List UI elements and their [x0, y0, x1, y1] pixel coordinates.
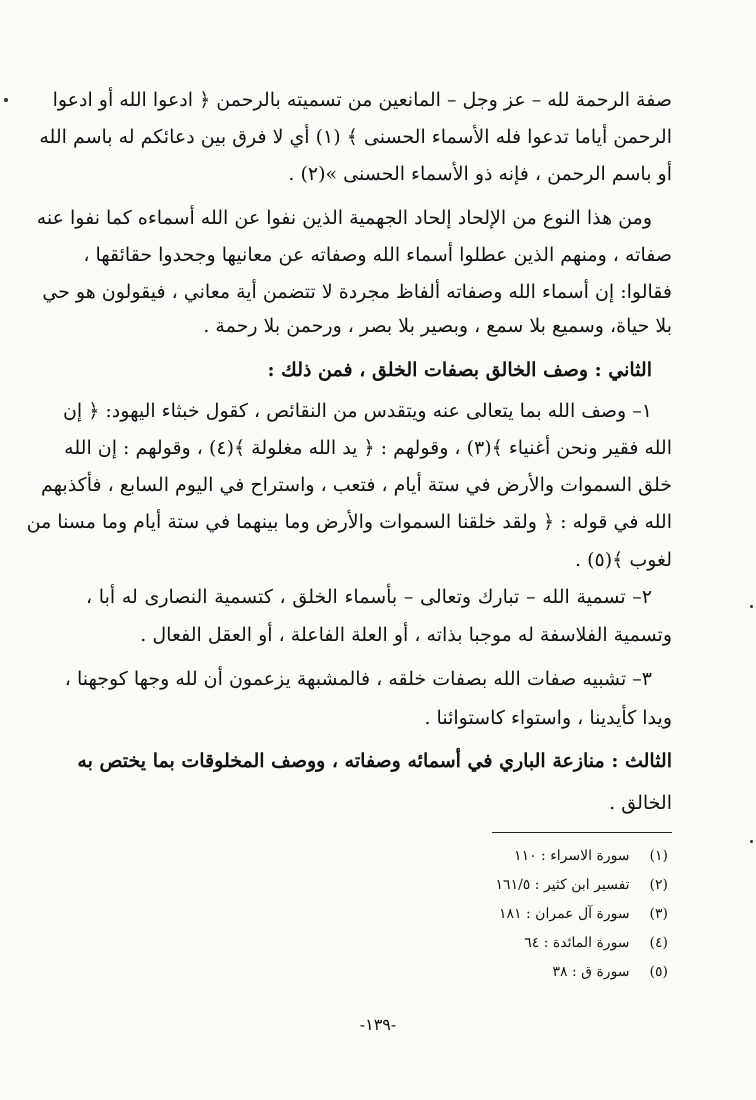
footnote-number: (٤) — [649, 935, 668, 951]
body-line-10: الله فقير ونحن أغنياء ﴾(٣) ، وقولهم : ﴿ يد الله مغلولة ﴾(٤) ، وقولهم : إن الله — [64, 437, 672, 459]
footnote-number: (٢) — [649, 877, 668, 893]
footnote-divider — [492, 832, 672, 833]
body-line-9: ١– وصف الله بما يتعالى عنه ويتقدس من النقائص ، كقول خبثاء اليهود: ﴿ إن — [62, 400, 652, 422]
body-line-16: ٣– تشبيه صفات الله بصفات خلقه ، فالمشبهة يزعمون أن لله وجها كوجهنا ، — [64, 668, 652, 690]
scan-speck — [4, 98, 8, 102]
body-line-5: صفاته ، ومنهم الذين عطلوا أسماء الله وصفاته عن معانيها وجحدوا حقائقها ، — [83, 244, 672, 266]
body-line-3: أو باسم الرحمن ، فإنه ذو الأسماء الحسنى »(٢) . — [288, 163, 672, 185]
footnote-3 — [499, 904, 668, 924]
body-line-7: بلا حياة، وسميع بلا سمع ، وبصير بلا بصر ، ورحمن بلا رحمة . — [203, 315, 672, 337]
heading-third: الثالث : منازعة الباري في أسمائه وصفاته ، ووصف المخلوقات بما يختص به — [77, 750, 672, 772]
footnote-number: (٣) — [649, 906, 668, 922]
footnote-number: (٥) — [649, 964, 668, 980]
scan-speck — [750, 840, 753, 843]
footnote-4 — [524, 933, 668, 953]
footnote-text: سورة ق : ٣٨ — [552, 964, 630, 980]
heading-second: الثاني : وصف الخالق بصفات الخلق ، فمن ذلك : — [267, 359, 652, 381]
body-line-17: ويدا كأيدينا ، واستواء كاستوائنا . — [424, 707, 672, 729]
footnote-text: سورة المائدة : ٦٤ — [524, 935, 630, 951]
footnote-2 — [496, 875, 668, 895]
body-line-19: الخالق . — [609, 792, 672, 814]
footnote-1 — [514, 846, 668, 866]
body-line-12: الله في قوله : ﴿ ولقد خلقنا السموات والأرض وما بينهما في ستة أيام وما مسنا من — [26, 511, 672, 533]
scan-speck — [750, 605, 753, 608]
footnote-number: (١) — [649, 848, 668, 864]
body-line-6: فقالوا: إن أسماء الله وصفاته ألفاظ مجردة لا تتضمن أية معاني ، فيقولون هو حي — [42, 281, 672, 303]
footnote-text: سورة الاسراء : ١١٠ — [514, 848, 630, 864]
body-line-15: وتسمية الفلاسفة له موجبا بذاته ، أو العلة الفاعلة ، أو العقل الفعال . — [140, 624, 672, 646]
footnote-5 — [553, 962, 669, 982]
body-line-4: ومن هذا النوع من الإلحاد إلحاد الجهمية الذين نفوا عن الله أسماءه كما نفوا عنه — [36, 207, 652, 229]
body-line-14: ٢– تسمية الله – تبارك وتعالى – بأسماء الخلق ، كتسمية النصارى له أبا ، — [86, 586, 652, 608]
body-line-13: لغوب ﴾(٥) . — [575, 549, 672, 571]
footnote-text: تفسير ابن كثير : ١٦١/٥ — [495, 877, 630, 893]
footnote-text: سورة آل عمران : ١٨١ — [499, 906, 630, 922]
body-line-1: صفة الرحمة لله – عز وجل – المانعين من تسميته بالرحمن ﴿ ادعوا الله أو ادعوا — [52, 89, 672, 111]
body-line-2: الرحمن أياما تدعوا فله الأسماء الحسنى ﴾ (١) أي لا فرق بين دعائكم له باسم الله — [39, 126, 672, 148]
page-number: -١٣٩- — [359, 1015, 397, 1034]
body-line-11: خلق السموات والأرض في ستة أيام ، فتعب ، واستراح في اليوم السابع ، فأكذبهم — [41, 474, 672, 496]
